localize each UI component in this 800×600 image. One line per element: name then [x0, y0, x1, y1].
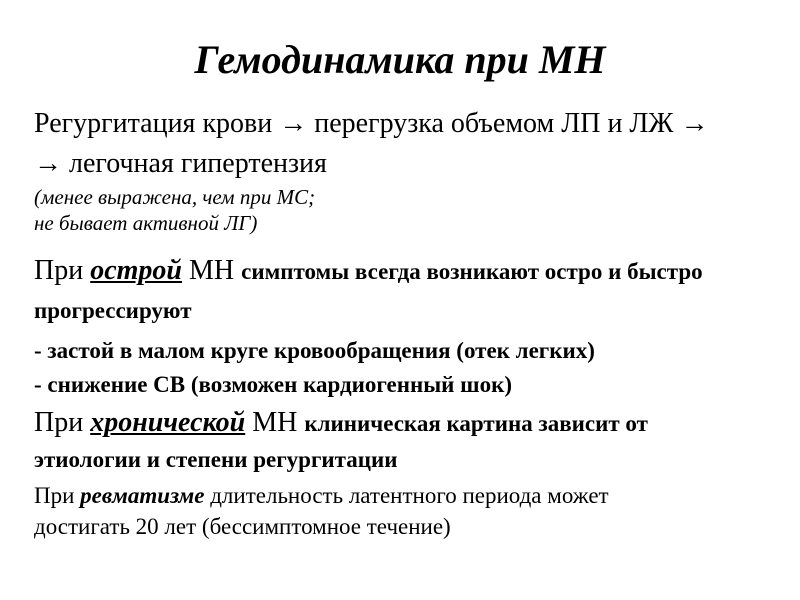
rheumatism-line-1	[34, 480, 794, 511]
rheumatism-tail: длительность латентного периода может	[204, 483, 609, 508]
acute-tail: симптомы всегда возникают остро и быстро	[241, 259, 703, 284]
hemodynamics-line-2: → легочная гипертензия	[34, 148, 327, 179]
acute-line-1	[34, 252, 794, 291]
chronic-paragraph	[34, 404, 794, 477]
chronic-line-1	[34, 404, 794, 443]
chronic-tail: клиническая картина зависит от	[304, 411, 648, 436]
slide-title: Гемодинамика при МН	[194, 37, 606, 82]
chronic-middle: МН	[245, 407, 305, 438]
rheumatism-prefix: При	[34, 483, 81, 508]
acute-paragraph	[34, 252, 794, 331]
acute-line-2: прогрессируют	[34, 298, 192, 323]
rheumatism-keyword: ревматизме	[80, 483, 205, 508]
rheumatism-line-2: достигать 20 лет (бессимптомное течение)	[34, 514, 451, 539]
hemodynamics-paragraph	[34, 104, 794, 184]
chronic-keyword: хронической	[90, 407, 246, 438]
hemodynamics-line-1: Регургитация крови → перегрузка объемом ЛП и ЛЖ →	[34, 108, 709, 139]
chronic-line-2: этиологии и степени регургитации	[34, 447, 398, 472]
acute-symptom-list	[34, 334, 794, 402]
chronic-prefix: При	[34, 407, 91, 438]
acute-prefix: При	[34, 255, 91, 286]
acute-keyword: острой	[90, 255, 182, 286]
note-line-2: не бывает активной ЛГ)	[34, 211, 258, 235]
note-line-1: (менее выражена, чем при МС;	[34, 185, 316, 209]
acute-symptom-item: - застой в малом круге кровообращения (отек легких)	[34, 338, 595, 363]
note-paragraph	[34, 184, 794, 236]
acute-symptom-item: - снижение СВ (возможен кардиогенный шок)	[34, 372, 513, 397]
acute-middle: МН	[182, 255, 242, 286]
rheumatism-paragraph	[34, 480, 794, 542]
